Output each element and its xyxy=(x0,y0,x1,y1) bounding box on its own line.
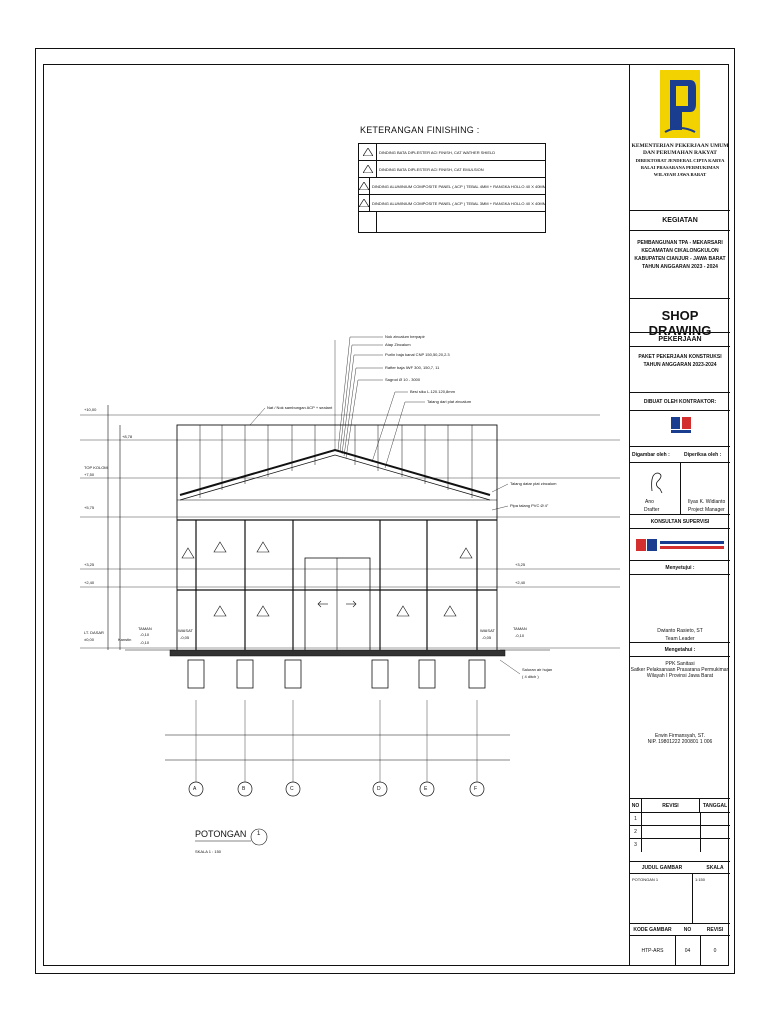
ppk-line: Satker Pelaksanaan Prasarana Permukiman xyxy=(630,667,730,673)
no-label: NO xyxy=(683,927,692,933)
level-label: +5,75 xyxy=(84,505,95,510)
revisi-col-no: NO xyxy=(630,799,642,813)
shop-drawing-header xyxy=(630,298,730,338)
level-label: +2,40 xyxy=(515,580,526,585)
kode-label: KODE GAMBAR xyxy=(633,927,672,933)
legend-text: DINDING BATA DIPLESTER ACI FINISH, CAT WATHER SHIELD xyxy=(379,149,496,155)
drafter-signature xyxy=(648,469,666,495)
pupr-logo-icon xyxy=(660,70,700,138)
judul-label: JUDUL GAMBAR xyxy=(641,865,683,871)
checker-name: Ilyas K. Widianto xyxy=(688,499,726,505)
ground-label: -0,05 xyxy=(180,635,190,640)
pekerjaan-label: PEKERJAAN xyxy=(658,336,702,343)
revisi-row-no: 2 xyxy=(630,826,642,839)
kode-body-row xyxy=(630,935,730,965)
ppk-body xyxy=(630,656,730,758)
title-block xyxy=(629,64,729,966)
callout-text: Atap Zincalum xyxy=(385,342,411,347)
ground-label: Kanstin xyxy=(118,637,132,642)
menyetujui-header xyxy=(630,560,730,574)
revisi-row-no: 1 xyxy=(630,813,642,826)
level-label: ±0,00 xyxy=(84,637,94,642)
pekerjaan-header xyxy=(630,332,730,346)
ground-label: -0,10 xyxy=(140,632,150,637)
revisi-header-row xyxy=(630,798,730,812)
mengetahui-label: Mengetahui : xyxy=(664,647,696,653)
callout-text: Purlin baja kanal CNP 150,50,20,2.3 xyxy=(385,352,450,357)
kegiatan-body xyxy=(630,230,730,298)
callout-text: Pipa talang PVC Ø 4" xyxy=(510,503,549,508)
revisi-col-revisi: REVISI xyxy=(642,799,700,813)
ground-label: TAMAN xyxy=(513,626,527,631)
konsultan-label: KONSULTAN SUPERVISI xyxy=(650,519,710,525)
agency-line: KEMENTERIAN PEKERJAAN UMUM xyxy=(631,143,729,149)
konsultan-header xyxy=(630,514,730,528)
legend-title: KETERANGAN FINISHING : xyxy=(360,125,480,135)
kegiatan-label: KEGIATAN xyxy=(662,217,698,224)
skala-label: SKALA xyxy=(706,865,724,871)
kode-header-row xyxy=(630,923,730,935)
callout-text: Sagrod Ø 10 - 3000 xyxy=(385,377,421,382)
ppk-line: Wilayah I Provinsi Jawa Barat xyxy=(646,673,714,679)
judul-divider xyxy=(692,874,693,924)
callout-text: ( 4 ditch ) xyxy=(522,674,539,679)
ppk-name: Erwin Firmansyah, ST. xyxy=(654,733,705,739)
grid-axis-label: B xyxy=(242,786,246,792)
level-label: +3,25 xyxy=(515,562,526,567)
judul-value: POTONGAN 1 xyxy=(632,877,659,882)
kegiatan-header xyxy=(630,210,730,230)
agency-line: DAN PERUMAHAN RAKYAT xyxy=(643,150,717,156)
menyetujui-label: Menyetujui : xyxy=(665,565,695,571)
callout-text: Saluran air hujan xyxy=(522,667,553,672)
agency-line: DIREKTORAT JENDERAL CIPTA KARYA xyxy=(635,158,725,163)
contractor-logo xyxy=(669,415,693,435)
callout-text: Rafter baja IWF 300, 150,7, 11 xyxy=(385,365,440,370)
level-label: +8,78 xyxy=(122,434,133,439)
kontraktor-label: DIBUAT OLEH KONTRAKTOR: xyxy=(643,399,717,405)
grid-axis-label: E xyxy=(424,786,428,792)
revisi-row xyxy=(630,812,730,825)
revisi-row xyxy=(630,838,730,851)
revisi-divider xyxy=(700,839,701,852)
signer-body xyxy=(630,462,730,514)
ground-label: -0,05 xyxy=(482,635,492,640)
kegiatan-line: PEMBANGUNAN TPA - MEKARSARI xyxy=(637,240,723,246)
judul-header-row xyxy=(630,861,730,873)
pekerjaan-line: TAHUN ANGGARAN 2023-2024 xyxy=(643,362,717,368)
ground-label: -0,10 xyxy=(515,633,525,638)
kontraktor-logo-row xyxy=(630,410,730,446)
legend-text: DINDING ALUMINIUM COMPOSITE PANEL ( ACP ) TEBAL 4MM + RANGKA HOLLO 40 X 40MM xyxy=(372,183,547,189)
grid-axis-label: A xyxy=(193,786,197,792)
pupr-logo xyxy=(660,70,700,138)
level-label: +10,00 xyxy=(84,407,97,412)
signer-header xyxy=(630,446,730,462)
diperiksa-label: Diperiksa oleh : xyxy=(684,452,722,458)
approver-role: Team Leader xyxy=(665,636,695,642)
level-label: +2,40 xyxy=(84,580,95,585)
agency-line: WILAYAH JAWA BARAT xyxy=(653,172,707,177)
callout-text: Besi siku L.120.120,8mm xyxy=(410,389,455,394)
contractor-logo-icon xyxy=(669,415,693,435)
kegiatan-line: KABUPATEN CIANJUR - JAWA BARAT xyxy=(634,256,726,262)
pekerjaan-body xyxy=(630,346,730,392)
judul-body-row xyxy=(630,873,730,923)
skala-value: 1:150 xyxy=(695,877,706,882)
ground-label: WAISAT xyxy=(178,628,193,633)
agency-line: BALAI PRASARANA PERMUKIMAN xyxy=(640,165,720,170)
mengetahui-header xyxy=(630,642,730,656)
kontraktor-header xyxy=(630,392,730,410)
level-label: +3,25 xyxy=(84,562,95,567)
drawing-number: 1 xyxy=(257,831,261,837)
level-label: +7,50 xyxy=(84,472,95,477)
grid-axis-label: F xyxy=(474,786,478,792)
ppk-nip: NIP. 19801222 200801 1 006 xyxy=(647,739,713,745)
pekerjaan-line: PAKET PEKERJAAN KONSTRUKSI xyxy=(638,354,722,360)
callout-text: Talang dari plat zincalum xyxy=(427,399,472,404)
shop-drawing-title: SHOP DRAWING xyxy=(648,308,712,338)
callout-text: Nat / Nok sambungan ACP + sealant xyxy=(267,405,333,410)
level-label: LT. DASAR xyxy=(84,630,104,635)
ground-label: WAISAT xyxy=(480,628,495,633)
revisi-label: REVISI xyxy=(706,927,724,933)
legend-text: DINDING ALUMINIUM COMPOSITE PANEL ( ACP ) TEBAL 3MM + RANGKA HOLLO 40 X 40MM xyxy=(372,200,547,206)
callout-text: Talang datar plat zincalum xyxy=(510,481,557,486)
ground-label: -0,10 xyxy=(140,640,150,645)
approver-name: Dwianto Rasieto, ST xyxy=(657,628,703,634)
kegiatan-line: TAHUN ANGGARAN 2023 - 2024 xyxy=(642,264,718,270)
grid-axis-label: D xyxy=(377,786,381,792)
no-value: 04 xyxy=(684,948,691,954)
consultant-logo-icon xyxy=(636,537,726,553)
drawing-title: POTONGAN xyxy=(195,829,247,839)
konsultan-logo-row xyxy=(630,528,730,560)
kode-value: HTP-ARS xyxy=(641,948,664,954)
consultant-logo xyxy=(636,537,726,553)
drafter-role: Drafter xyxy=(644,507,660,513)
signer-divider xyxy=(680,463,681,515)
callout-text: Nok zincalum berpapir xyxy=(385,334,425,339)
kegiatan-line: KECAMATAN CIKALONGKULON xyxy=(641,248,719,254)
revisi-col-tanggal: TANGGAL xyxy=(702,803,728,809)
ppk-line: PPK Sanitasi xyxy=(665,661,695,667)
level-label: TOP KOLOM xyxy=(84,465,108,470)
drawing-scale: SKALA 1 : 150 xyxy=(195,849,222,854)
revisi-row xyxy=(630,825,730,838)
approver-body xyxy=(630,574,730,642)
drafter-name: Ano xyxy=(645,499,654,505)
revisi-value: 0 xyxy=(713,948,717,954)
legend-text: DINDING BATA DIPLESTER ACI FINISH, CAT EMULSION xyxy=(379,166,484,172)
grid-axis-label: C xyxy=(290,786,294,792)
checker-role: Project Manager xyxy=(688,507,725,513)
revisi-row-no: 3 xyxy=(630,839,642,852)
ground-label: TAMAN xyxy=(138,626,152,631)
digambar-label: Digambar oleh : xyxy=(632,452,670,458)
